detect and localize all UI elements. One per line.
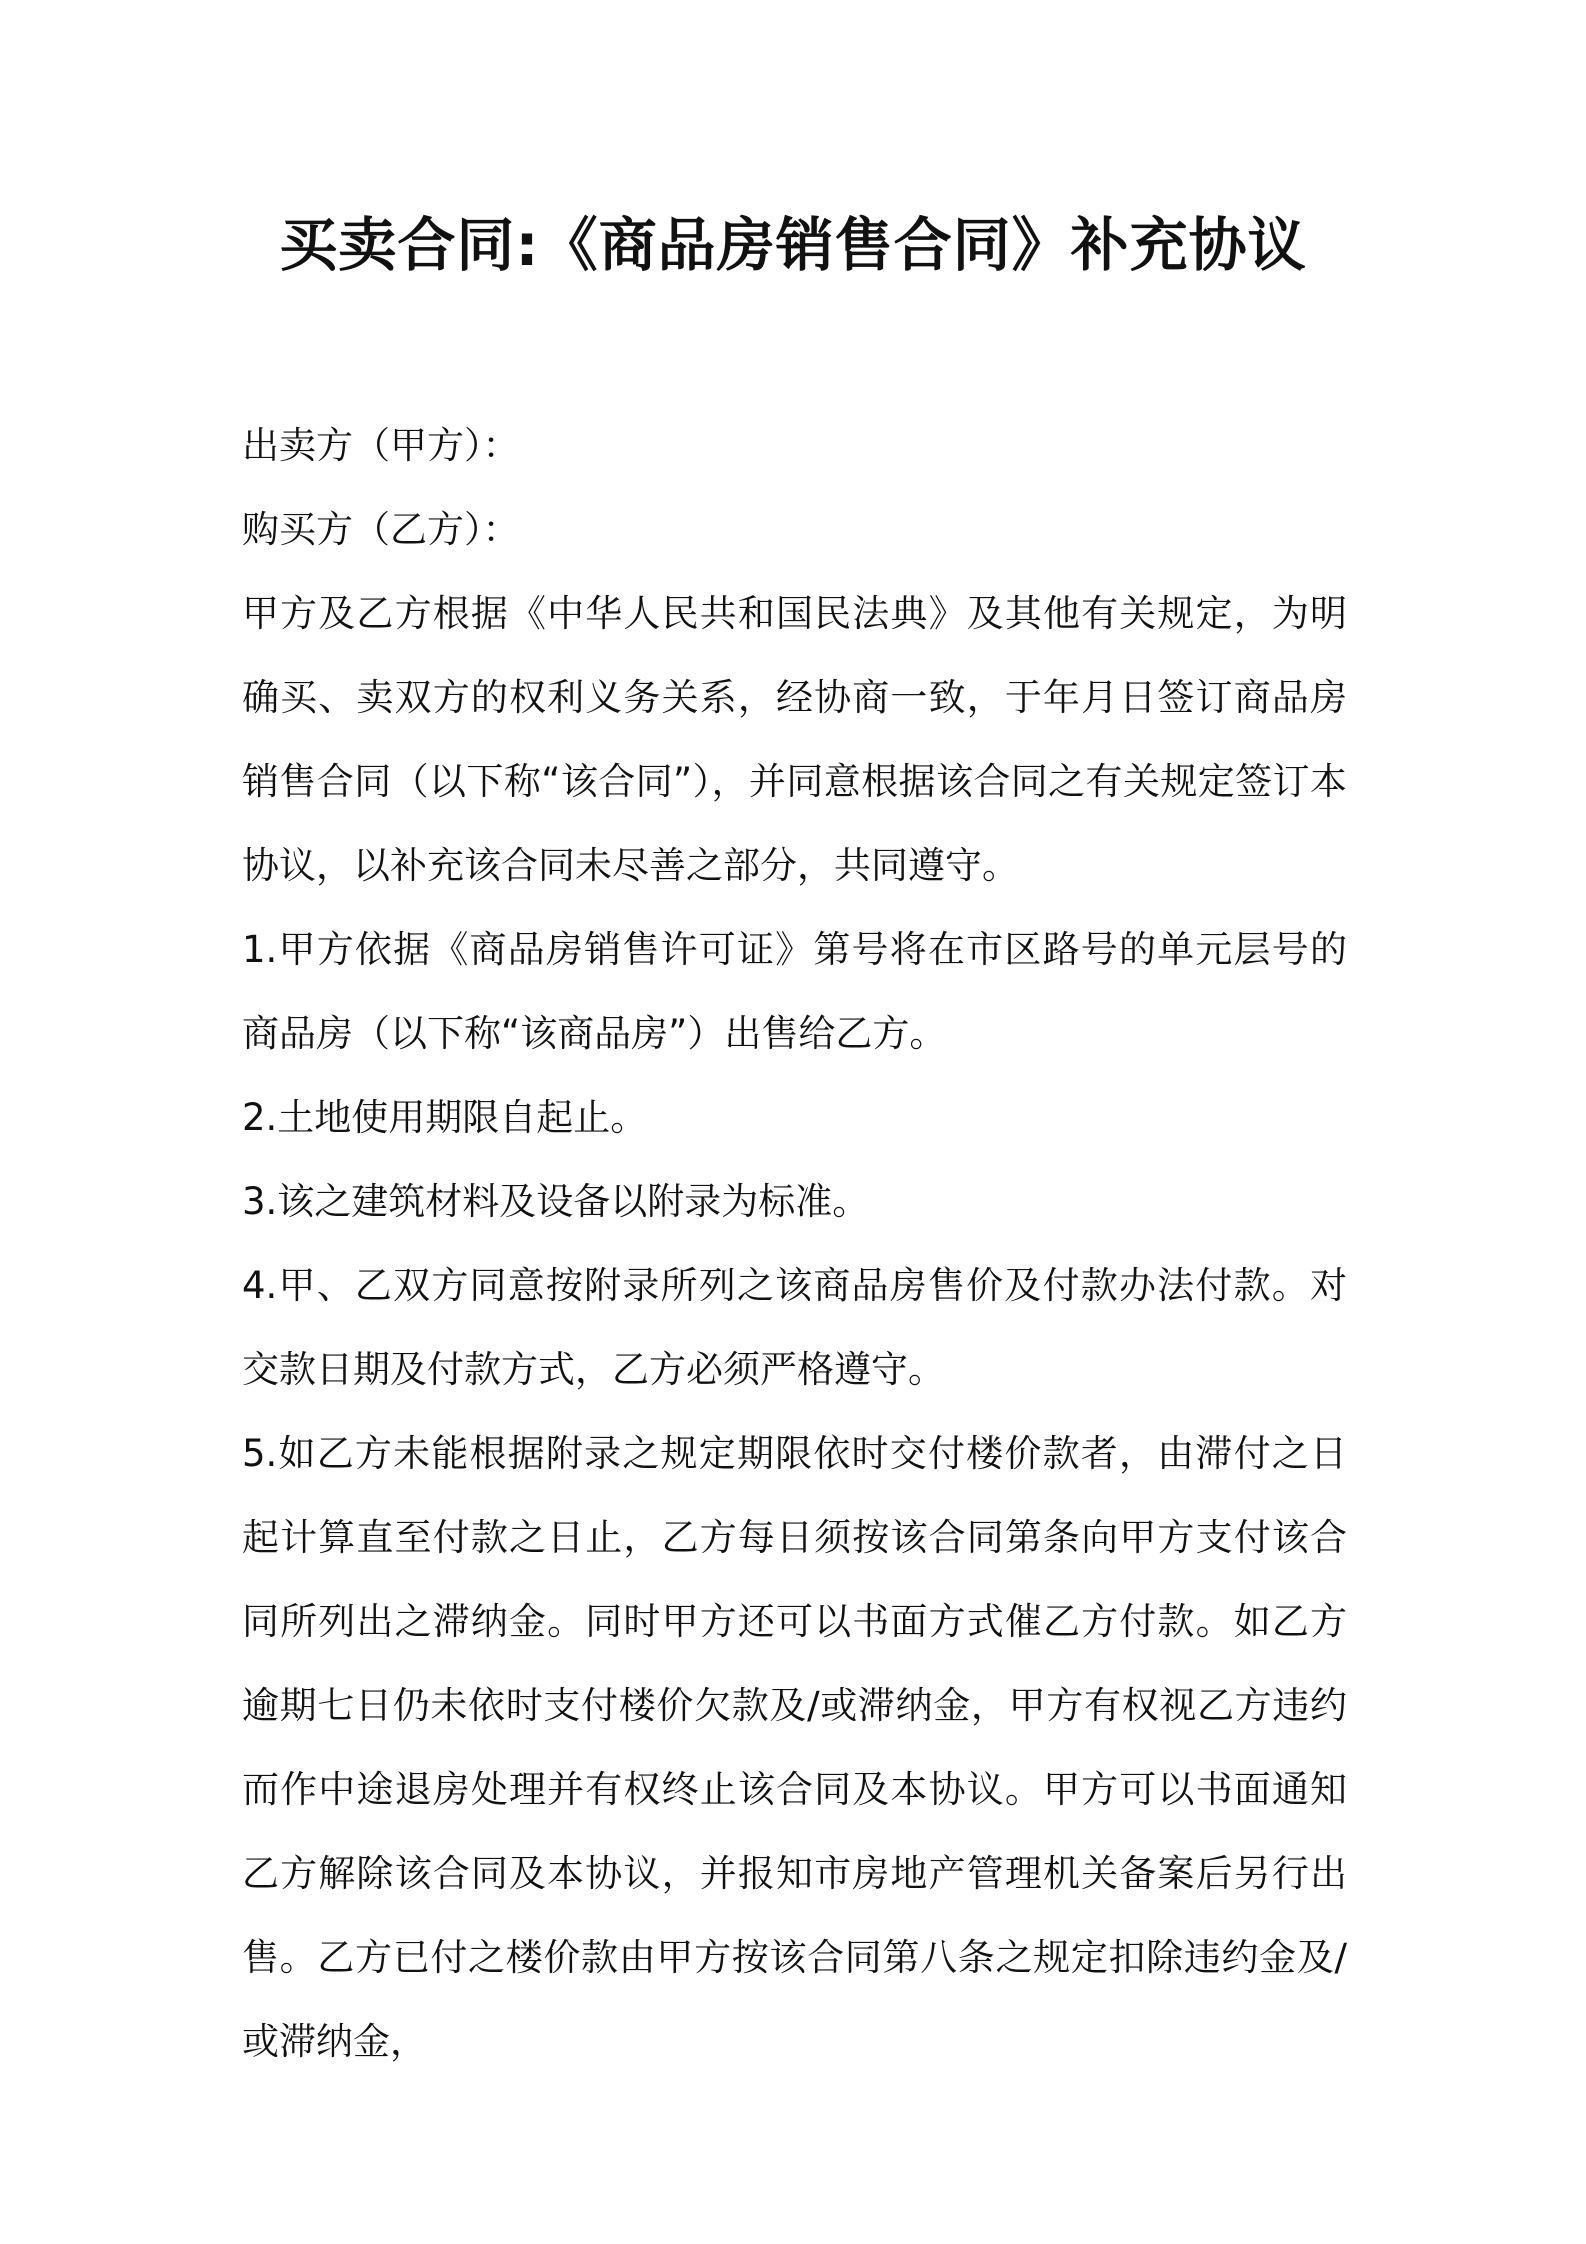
clause-2: 2.土地使用期限自起止。 <box>242 1096 648 1139</box>
clause-3: 3.该之建筑材料及设备以附录为标准。 <box>242 1180 870 1223</box>
clause-4: 4.甲、乙双方同意按附录所列之该商品房售价及付款办法付款。对交款日期及付款方式，乙方必须严格遵守。 <box>242 1264 1347 1391</box>
document-body <box>242 404 1347 2084</box>
document-title: 买卖合同:《商品房销售合同》补充协议 <box>279 211 1307 279</box>
seller-label: 出卖方（甲方）： <box>242 424 520 467</box>
clause-5: 5.如乙方未能根据附录之规定期限依时交付楼价款者，由滞付之日起计算直至付款之日止，乙方每日须按该合同第条向甲方支付该合同所列出之滞纳金。同时甲方还可以书面方式催乙方付款。如乙方逾期七日仍未依时支付楼价欠款及/或滞纳金，甲方有权视乙方违约而作中途退房处理并有权终止该合同及本协议。甲方可以书面通知乙方解除该合同及本协议，并报知市房地产管理机关备案后另行出售。乙方已付之楼价款由甲方按该合同第八条之规定扣除违约金及/或滞纳金， <box>242 1432 1347 2063</box>
buyer-label: 购买方（乙方）： <box>242 508 520 551</box>
clause-1: 1.甲方依据《商品房销售许可证》第号将在市区路号的单元层号的商品房（以下称“该商品房”）出售给乙方。 <box>242 928 1347 1055</box>
preamble-paragraph: 甲方及乙方根据《中华人民共和国民法典》及其他有关规定，为明确买、卖双方的权利义务关系，经协商一致，于年月日签订商品房销售合同（以下称“该合同”），并同意根据该合同之有关规定签订本协议，以补充该合同未尽善之部分，共同遵守。 <box>242 592 1347 887</box>
